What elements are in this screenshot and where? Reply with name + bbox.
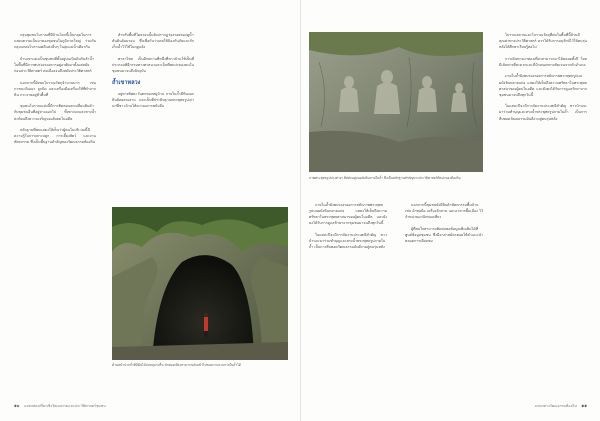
cave-photo <box>112 207 288 360</box>
right-column-1 <box>309 202 387 256</box>
buddha-relief-photo <box>309 32 483 172</box>
right-column-3 <box>499 32 587 127</box>
left-footer <box>14 402 106 409</box>
relief-illustration <box>309 32 483 172</box>
running-title: มรดกทางวัฒนธรรมท้องถิ่น <box>534 404 577 408</box>
right-column-2 <box>405 202 483 250</box>
photo-caption: ด้านหน้าปากถ้ำที่มีต้นไม้ปกคลุมร่มรื่น นักท่องเที่ยวสามารถเดินเข้าไปชมความงามภายในถ้ำได้ <box>112 363 241 367</box>
right-page <box>300 0 600 421</box>
paragraph: ภายในถ้ำยังพบร่องรอยการสลักภาพพระพุทธรูปบนผนังหินหลายแห่ง แสดงให้เห็นถึงความศรัทธาในพระพุทธศาสนาของผู้คนในอดีต และยังคงได้รับการดูแลรักษาจากชุมชนมาจนถึงทุกวันนี้ <box>309 203 387 226</box>
section-heading: ถ้ำเขาหลวง <box>112 79 141 86</box>
running-title: แหล่งท่องเที่ยวเชิงวัฒนธรรมและประวัติศาสตร์ชุมชน <box>24 404 106 408</box>
paragraph: ศาลาไทย เป็นอีกสถานที่หนึ่งที่ชาวบ้านใช้เป็นที่ประกอบพิธีกรรมทางศาสนาและเป็นที่พบปะของคนในชุมชนมาจนถึงปัจจุบัน <box>112 56 194 73</box>
paragraph: ในแต่ละปีจะมีการจัดงานประเพณีสำคัญ ชาวบ้านจะมาร่วมทำบุญและสรงน้ำพระพุทธรูปภายในถ้ำ เป็นการสืบทอดวัฒนธรรมอันดีงามสู่คนรุ่นหลัง <box>499 104 587 121</box>
paragraph: สำหรับพื้นที่โดยรอบนั้นยังปรากฏร่องรอยของคูน้ำคันดินล้อมรอบ ซึ่งเชื่อกันว่าเคยใช้ป้องกันภัยและกักเก็บน้ำไว้ใช้ในฤดูแล้ง <box>112 33 194 50</box>
paragraph: นอกจากนี้ยังพบโบราณวัตถุจำนวนมาก เช่น ภาชนะดินเผา ลูกปัด และเครื่องมือเครื่องใช้ที่ทำจากหิน กระจายอยู่ทั่วพื้นที่ <box>14 80 96 97</box>
paragraph: อยู่ทางทิศตะวันตกของหมู่บ้าน ภายในถ้ำมีหินงอกหินย้อยสวยงาม และเป็นที่ประดิษฐานพระพุทธรูปเก่าแก่ที่ชาวบ้านให้ความเคารพนับถือ <box>112 91 194 108</box>
paragraph: นอกจากนี้ชุมชนยังมีสินค้าหัตถกรรมพื้นบ้าน เช่น ผ้าทอมือ เครื่องจักสาน และอาหารพื้นเมือง ไว้จำหน่ายแก่นักท่องเที่ยว <box>405 203 483 220</box>
paragraph: ชุมชนโบราณแห่งนี้มีการติดต่อแลกเปลี่ยนสินค้ากับชุมชนอื่นที่อยู่ห่างออกไป ทั้งทางบกและทางน้ำ สะท้อนถึงความเจริญของสังคมในอดีต <box>14 104 96 121</box>
paragraph: ภายในถ้ำยังพบร่องรอยการสลักภาพพระพุทธรูปบนผนังหินหลายแห่ง แสดงให้เห็นถึงความศรัทธาในพระพุทธศาสนาของผู้คนในอดีต และยังคงได้รับการดูแลรักษาจากชุมชนมาจนถึงทุกวันนี้ <box>499 74 587 97</box>
relief-caption: ภาพพระพุทธรูปปางต่างๆ ที่สลักอยู่บนผนังหินภายในถ้ำ ซึ่งเป็นหลักฐานสำคัญทางประวัติศาสตร์ศิลปะของท้องถิ่น <box>309 176 461 180</box>
left-column-2 <box>112 32 194 114</box>
cave-photo-illustration <box>112 207 288 360</box>
page-number: ๑๐ <box>14 404 20 409</box>
paragraph: การเดินทางมาท่องเที่ยวสามารถมาได้ตลอดทั้งปี โดยมีเส้นทางที่สะดวกและมีป้ายบอกทางชัดเจนจากตัวอำเภอ <box>499 56 587 67</box>
paragraph: บ้านเขาแดงเป็นชุมชนที่ตั้งอยู่บนเนินดินริมลำน้ำ ในพื้นที่มีการพบร่องรอยการอยู่อาศัยมาตั้งแต่สมัยก่อนประวัติศาสตร์ ต่อเนื่องจนถึงสมัยประวัติศาสตร์ <box>14 56 94 73</box>
right-footer <box>535 402 587 409</box>
paragraph: โบราณสถานและโบราณวัตถุที่พบในพื้นที่นี้ล้วนมีคุณค่าทางประวัติศาสตร์ ควรได้รับการอนุรักษ์ไว้ให้คนรุ่นหลังได้ศึกษาเรียนรู้ต่อไป <box>499 33 587 50</box>
left-column-1 <box>14 32 96 151</box>
paragraph: ผู้ที่สนใจสามารถติดต่อขอข้อมูลเพิ่มเติมได้ที่ศูนย์ข้อมูลชุมชน ซึ่งมีอาสาสมัครคอยให้คำแนะนำตลอดการเยี่ยมชม <box>405 226 483 243</box>
paragraph: หลักฐานที่พบแสดงให้เห็นว่าผู้คนในบริเวณนี้มีความรู้ในการเพาะปลูก การเลี้ยงสัตว์ และงานหัตถกรรม ซึ่งเป็นพื้นฐานสำคัญของวัฒนธรรมท้องถิ่น <box>14 128 96 145</box>
paragraph: กลุ่มชุมชนโบราณที่มีบ้านโคกนี้เป็นกลุ่มในการแสดงความเป็นมาของชุมชนในภูมิภาคใหญ่ ร่วมกับกลุ่มแหล่งโบราณคดีแห่งอื่นๆ ในลุ่มแม่น้ำเดียวกัน <box>14 33 96 50</box>
paragraph: ในแต่ละปีจะมีการจัดงานประเพณีสำคัญ ชาวบ้านจะมาร่วมทำบุญและสรงน้ำพระพุทธรูปภายในถ้ำ เป็นการสืบทอดวัฒนธรรมอันดีงามสู่คนรุ่นหลัง <box>309 232 387 250</box>
page-number: ๑๑ <box>581 404 587 409</box>
